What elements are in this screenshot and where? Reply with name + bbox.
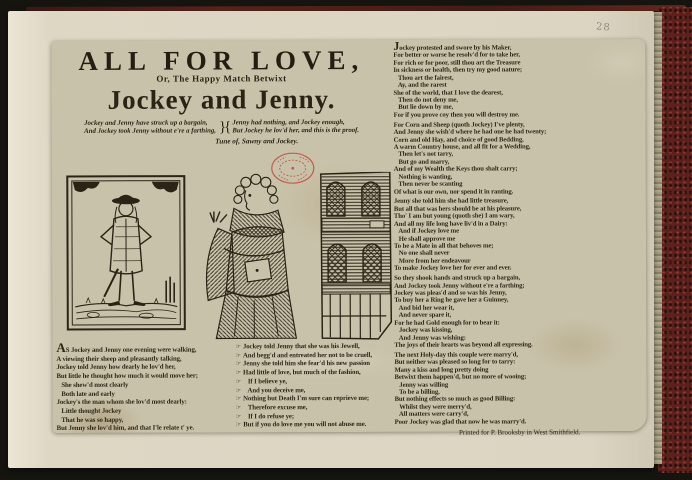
manicule-icon: ☞ bbox=[235, 352, 241, 360]
verse-line: Whilst they were merry'd, bbox=[394, 403, 472, 411]
stanza bbox=[394, 197, 644, 272]
verse-line: Jockey was pleas'd and so was his Jenny, bbox=[394, 289, 507, 297]
verse-line-text: Therefore excuse me, bbox=[243, 404, 308, 412]
manicule-icon: ☞ bbox=[235, 404, 242, 412]
verse-column-2 bbox=[235, 343, 392, 431]
verse-line: But all that was hers should be at his pleasure, bbox=[393, 205, 522, 213]
woodcut-embracing-couple-icon bbox=[194, 170, 309, 342]
verse-line: And Jockey took Jenny without e're a farthing; bbox=[394, 281, 525, 290]
verse-line: But nothing effects so much as good Billing: bbox=[394, 395, 516, 404]
verse-line: Thou art the fairest, bbox=[393, 74, 454, 82]
verse-line: But neither was pleased so long for to tarry: bbox=[394, 358, 516, 367]
verse-line: For if you prove coy then you will destroy me. bbox=[393, 111, 520, 119]
ballad-title-names: Jockey and Jenny. bbox=[107, 84, 336, 115]
verse-line: But little he thought how much it would move her; bbox=[56, 372, 198, 381]
verse-line-text: Jenny she told him she fear'd his new passion bbox=[242, 360, 370, 368]
verse-line: Jockey protested and swore by his Maker, bbox=[393, 38, 512, 53]
verse-line: Then never be scanting bbox=[393, 180, 463, 188]
verse-line: And if Jockey love me bbox=[393, 227, 460, 235]
argument-line: And Jockey took Jenny without e're a farthing, bbox=[84, 127, 216, 135]
woodcut-row bbox=[58, 168, 393, 344]
verse-line: The next Holy-day this couple were marry'd, bbox=[394, 351, 518, 359]
verse-line: But go and marry, bbox=[393, 158, 450, 166]
verse-line: More from her endeavour bbox=[394, 257, 471, 265]
verse-line: She of the world, that I love the dearest, bbox=[393, 88, 503, 97]
manicule-icon: ☞ bbox=[235, 343, 241, 351]
verse-line: And never spare it, bbox=[394, 311, 452, 320]
ballad-subtitle: Or, The Happy Match Betwixt bbox=[156, 73, 287, 84]
verse-line: To make Jockey love her for ever and ever. bbox=[394, 264, 512, 273]
brace-ornament: }{ bbox=[218, 119, 230, 136]
verse-line-text: And you deceive me, bbox=[243, 386, 306, 394]
verse-line: For Corn and Sheep (quoth Jockey) I've plenty, bbox=[393, 121, 525, 129]
stanza bbox=[394, 351, 644, 426]
verse-line-text: And begg'd and entreated her not to be cruell, bbox=[242, 351, 372, 360]
tune-line: Tune of, Sawny and Jockey. bbox=[215, 137, 299, 146]
manicule-icon: ☞ bbox=[235, 421, 242, 429]
verse-line: To be a Mate in all that behoves me; bbox=[394, 242, 494, 250]
imprint-line: Printed for P. Brooksby in West Smithfield. bbox=[458, 427, 581, 437]
verse-column-3 bbox=[393, 38, 644, 437]
verse-line: To buy her a Ring he gave her a Guinney, bbox=[394, 296, 509, 305]
verse-line bbox=[236, 421, 393, 430]
verse-line: Jenny she told him she had little treasure, bbox=[393, 197, 509, 206]
argument-block bbox=[52, 119, 392, 136]
verse-line: She shew'd most clearly bbox=[56, 381, 129, 389]
woodcut-lattice-window-icon bbox=[320, 172, 393, 340]
verse-line: He shall approve me bbox=[393, 235, 456, 243]
manicule-icon: ☞ bbox=[235, 360, 242, 368]
verse-line: Then let's not tarry, bbox=[393, 151, 454, 159]
verse-line-text: But if you do love me you will not abuse me. bbox=[243, 421, 367, 429]
ballad-sheet bbox=[51, 38, 646, 437]
verse-line-text: Nothing but Death I'm sure can reprieve me; bbox=[243, 395, 370, 403]
verse-line: Many a kiss and long pretty doing bbox=[394, 366, 489, 374]
verse-line: Then do not deny me, bbox=[393, 96, 459, 104]
verse-line: No one shall never bbox=[394, 250, 450, 258]
stanza bbox=[394, 121, 644, 196]
verse-column-1 bbox=[56, 339, 234, 434]
verse-line: That he was so happy, bbox=[56, 416, 124, 424]
verse-line: The joys of their hearts was beyond all expressing. bbox=[394, 341, 533, 349]
argument-line: But Jockey he lov'd her, and this is the proof. bbox=[232, 126, 360, 135]
verse-line: AS Jockey and Jenny one evening were walking, bbox=[56, 339, 197, 356]
verse-line: And all my life long have liv'd in a Dairy: bbox=[393, 220, 508, 228]
verse-line: A viewing their sheep and pleasantly talking, bbox=[56, 355, 182, 363]
manicule-icon: ☞ bbox=[235, 378, 242, 386]
verse-line-text: If I believe ye, bbox=[243, 378, 288, 386]
woodcut-standing-gallant-icon bbox=[66, 175, 187, 331]
verse-line: Ay, and the rarest bbox=[393, 81, 447, 89]
verse-line: All matters were carry'd, bbox=[394, 410, 469, 419]
manicule-icon: ☞ bbox=[235, 395, 242, 403]
verse-line: But lie down by me, bbox=[393, 104, 454, 112]
verse-line-text: Jockey told Jenny that she was his Jewell, bbox=[242, 342, 360, 351]
verse-line: Nothing is wanting, bbox=[393, 173, 453, 181]
argument-right bbox=[232, 119, 359, 135]
library-stamp-icon bbox=[270, 150, 316, 191]
pencil-folio-number: 28 bbox=[595, 21, 612, 34]
manicule-icon: ☞ bbox=[235, 369, 242, 377]
verse-line: Little thought Jockey bbox=[56, 407, 122, 415]
verse-line bbox=[235, 360, 392, 369]
verse-line bbox=[236, 395, 393, 404]
verse-line: Jockey told Jenny how dearly he lov'd her, bbox=[56, 364, 176, 372]
masthead bbox=[51, 45, 391, 146]
ballad-title: ALL FOR LOVE, bbox=[78, 44, 365, 76]
verse-line: Jockey's the man whom she lov'd most dearly: bbox=[56, 398, 187, 407]
stanza bbox=[393, 38, 643, 119]
red-leather-binding bbox=[658, 7, 692, 473]
stanza bbox=[394, 274, 644, 349]
verse-line: Betwixt them happen'd, but no more of wooing; bbox=[394, 373, 527, 381]
manicule-icon: ☞ bbox=[235, 386, 242, 394]
verse-line: And Jenny was wishing: bbox=[394, 334, 466, 342]
verse-line-text: Had little of love, but much of the fashion, bbox=[243, 369, 361, 377]
verse-line: In sickness or health, then try my good nature; bbox=[393, 66, 523, 75]
verse-line-text: If I do refuse ye; bbox=[243, 412, 295, 420]
verse-line: For rich or for poor, still thou art the Treasure bbox=[393, 59, 521, 67]
verse-line: Poor Jockey was glad that now he was marry'd. bbox=[394, 418, 527, 426]
argument-line: Jenny had nothing, and Jockey enough, bbox=[232, 119, 345, 127]
verse-line: Of what is our own, nor spend it in ranting. bbox=[393, 187, 514, 196]
verse-line: But Jenny she lov'd him, and that I'le relate t' ye. bbox=[56, 424, 195, 433]
argument-left bbox=[84, 119, 216, 135]
verse-line: So they shook hands and struck up a bargain, bbox=[394, 274, 521, 282]
verse-line: Corn and old Hay, and choice of good Bedding, bbox=[393, 135, 524, 144]
manicule-icon: ☞ bbox=[235, 413, 242, 421]
verse-line: And Jenny she wish'd where he had one he had twenty; bbox=[393, 128, 547, 136]
verse-line: Jenny was willing bbox=[394, 381, 449, 389]
verse-line: Tho' I am but young (quoth she) I am wary, bbox=[393, 212, 515, 221]
verse-line: And of my Wealth the Keys thou shalt carry; bbox=[393, 165, 518, 174]
verse-line: To be a billing, bbox=[394, 388, 440, 396]
verse-line: For he had Gold enough for to bear it: bbox=[394, 319, 500, 327]
argument-line: Jockey and Jenny have struck up a bargain, bbox=[84, 119, 208, 127]
verse-line: And bid her wear it, bbox=[394, 304, 455, 312]
verse-line: Both late and early bbox=[56, 390, 115, 398]
verse-line: For better or worse he resolv'd for to take her, bbox=[393, 51, 520, 60]
verse-line: A warm Country house, and all fit for a Wedding, bbox=[393, 143, 531, 151]
verse-line: Jockey was kissing, bbox=[394, 326, 453, 334]
